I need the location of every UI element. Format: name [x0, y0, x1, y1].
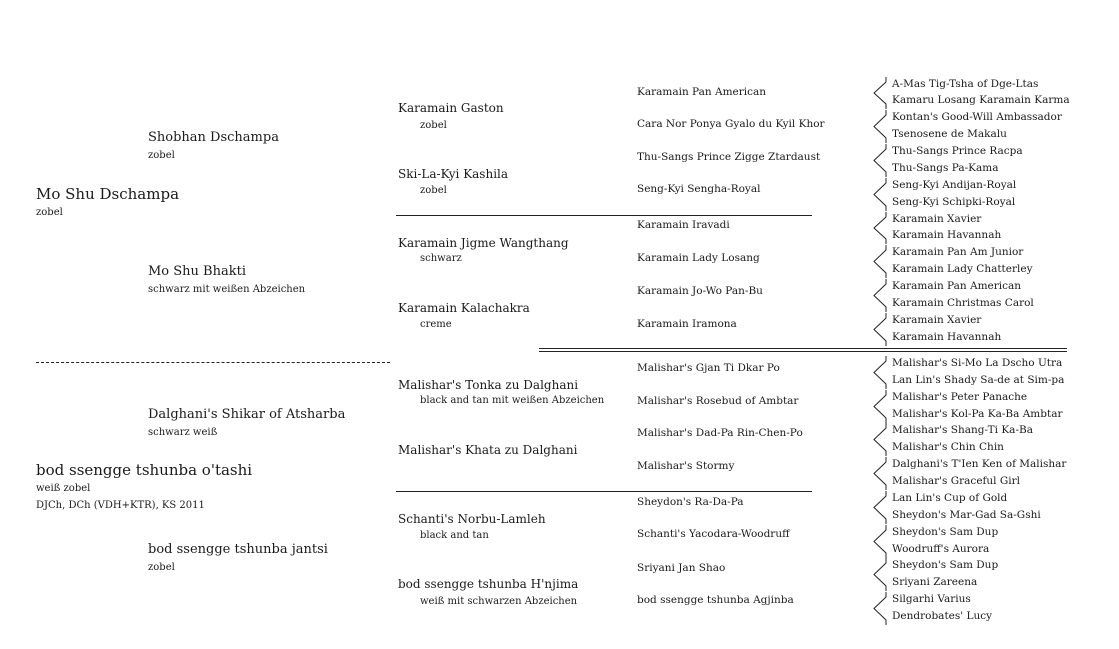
gen3-color: weiß mit schwarzen Abzeichen [420, 596, 578, 607]
gen3-name: Karamain Gaston [398, 101, 504, 115]
gen5-name: A-Mas Tig-Tsha of Dge-Ltas [892, 78, 1039, 90]
gen5-name: Lan Lin's Shady Sa-de at Sim-pa [892, 374, 1065, 386]
sire-sire-color: zobel [148, 150, 175, 161]
gen5-name: Lan Lin's Cup of Gold [892, 492, 1008, 504]
dam-sire-name: Dalghani's Shikar of Atsharba [148, 407, 346, 422]
gen3-color: schwarz [420, 253, 462, 264]
pair-bracket [874, 558, 886, 591]
gen3-name: Malishar's Khata zu Dalghani [398, 443, 578, 457]
gen4-name: Malishar's Stormy [637, 460, 735, 472]
gen5-name: Karamain Lady Chatterley [892, 263, 1033, 275]
gen4-name: Sriyani Jan Shao [637, 562, 726, 574]
gen4-name: Malishar's Rosebud of Ambtar [637, 395, 799, 407]
gen5-name: Silgarhi Varius [892, 593, 971, 605]
subject-name: bod ssengge tshunba o'tashi [36, 461, 253, 479]
pair-bracket [874, 110, 886, 143]
gen5-name: Malishar's Kol-Pa Ka-Ba Ambtar [892, 408, 1063, 420]
gen5-name: Karamain Pan American [892, 280, 1022, 292]
dam-dam-name: bod ssengge tshunba jantsi [148, 542, 328, 557]
gen4-name: Karamain Iramona [637, 318, 737, 330]
gen3-color: black and tan [420, 530, 489, 541]
gen4-name: Karamain Lady Losang [637, 252, 760, 264]
gen3-name: Karamain Jigme Wangthang [398, 236, 569, 250]
sire-name: Mo Shu Dschampa [36, 185, 180, 203]
gen5-name: Sheydon's Sam Dup [892, 526, 999, 538]
gen3-color: creme [420, 319, 452, 330]
pair-bracket [874, 592, 886, 625]
gen5-name: Tsenosene de Makalu [892, 128, 1007, 140]
pair-bracket [874, 525, 886, 558]
gen5-name: Woodruff's Aurora [892, 543, 990, 555]
gen5-name: Sheydon's Sam Dup [892, 559, 999, 571]
gen5-name: Karamain Havannah [892, 331, 1002, 343]
sire-sire-name: Shobhan Dschampa [148, 130, 279, 145]
gen4-name: Karamain Jo-Wo Pan-Bu [637, 285, 763, 297]
gen4-name: Malishar's Dad-Pa Rin-Chen-Po [637, 427, 803, 439]
gen4-name: Karamain Iravadi [637, 219, 730, 231]
pair-bracket [874, 144, 886, 177]
gen3-name: Karamain Kalachakra [398, 301, 530, 315]
gen4-name: Karamain Pan American [637, 86, 767, 98]
sire-dam-color: schwarz mit weißen Abzeichen [148, 284, 306, 295]
gen5-name: Dalghani's T'Ien Ken of Malishar [892, 458, 1067, 470]
pair-bracket [874, 245, 886, 278]
gen4-name: Seng-Kyi Sengha-Royal [637, 183, 761, 195]
gen5-name: Karamain Xavier [892, 314, 982, 326]
pair-bracket [874, 491, 886, 524]
dam-sire-color: schwarz weiß [148, 427, 218, 438]
pair-bracket [874, 423, 886, 456]
gen5-name: Malishar's Si-Mo La Dscho Utra [892, 357, 1063, 369]
gen5-name: Thu-Sangs Pa-Kama [892, 162, 999, 174]
gen5-name: Malishar's Peter Panache [892, 391, 1028, 403]
gen4-name: bod ssengge tshunba Agjinba [637, 594, 794, 606]
gen5-name: Karamain Pan Am Junior [892, 246, 1024, 258]
gen3-name: Malishar's Tonka zu Dalghani [398, 378, 579, 392]
pair-bracket [874, 77, 886, 109]
gen5-name: Kontan's Good-Will Ambassador [892, 111, 1062, 123]
gen5-name: Karamain Havannah [892, 229, 1002, 241]
pair-bracket [874, 212, 886, 244]
pair-bracket [874, 313, 886, 346]
pair-bracket [874, 178, 886, 211]
gen3-name: Schanti's Norbu-Lamleh [398, 512, 546, 526]
gen5-name: Karamain Xavier [892, 213, 982, 225]
dam-dam-color: zobel [148, 562, 175, 573]
gen5-name: Dendrobates' Lucy [892, 610, 993, 622]
gen5-name: Malishar's Chin Chin [892, 441, 1004, 453]
gen4-name: Malishar's Gjan Ti Dkar Po [637, 362, 780, 374]
gen3-color: zobel [420, 120, 447, 131]
gen4-name: Cara Nor Ponya Gyalo du Kyil Khor [637, 118, 825, 130]
gen3-name: bod ssengge tshunba H'njima [398, 577, 579, 591]
gen5-name: Seng-Kyi Andijan-Royal [892, 179, 1017, 191]
gen4-name: Schanti's Yacodara-Woodruff [637, 528, 790, 540]
gen3-name: Ski-La-Kyi Kashila [398, 167, 509, 181]
gen3-color: zobel [420, 185, 447, 196]
subject-color: weiß zobel [36, 483, 91, 494]
gen5-name: Malishar's Graceful Girl [892, 475, 1020, 487]
pair-bracket [874, 356, 886, 389]
gen4-name: Thu-Sangs Prince Zigge Ztardaust [637, 151, 821, 163]
gen5-name: Seng-Kyi Schipki-Royal [892, 196, 1016, 208]
gen5-name: Kamaru Losang Karamain Karma [892, 94, 1070, 106]
gen5-name: Malishar's Shang-Ti Ka-Ba [892, 424, 1033, 436]
gen5-name: Sheydon's Mar-Gad Sa-Gshi [892, 509, 1041, 521]
gen5-name: Karamain Christmas Carol [892, 297, 1034, 309]
pair-bracket [874, 279, 886, 312]
pair-bracket [874, 390, 886, 423]
gen4-name: Sheydon's Ra-Da-Pa [637, 496, 744, 508]
pair-bracket [874, 457, 886, 490]
gen5-name: Thu-Sangs Prince Racpa [892, 145, 1023, 157]
gen5-name: Sriyani Zareena [892, 576, 978, 588]
sire-color: zobel [36, 207, 63, 218]
subject-titles: DJCh, DCh (VDH+KTR), KS 2011 [36, 500, 205, 511]
gen3-color: black and tan mit weißen Abzeichen [420, 395, 605, 406]
sire-dam-name: Mo Shu Bhakti [148, 264, 246, 279]
